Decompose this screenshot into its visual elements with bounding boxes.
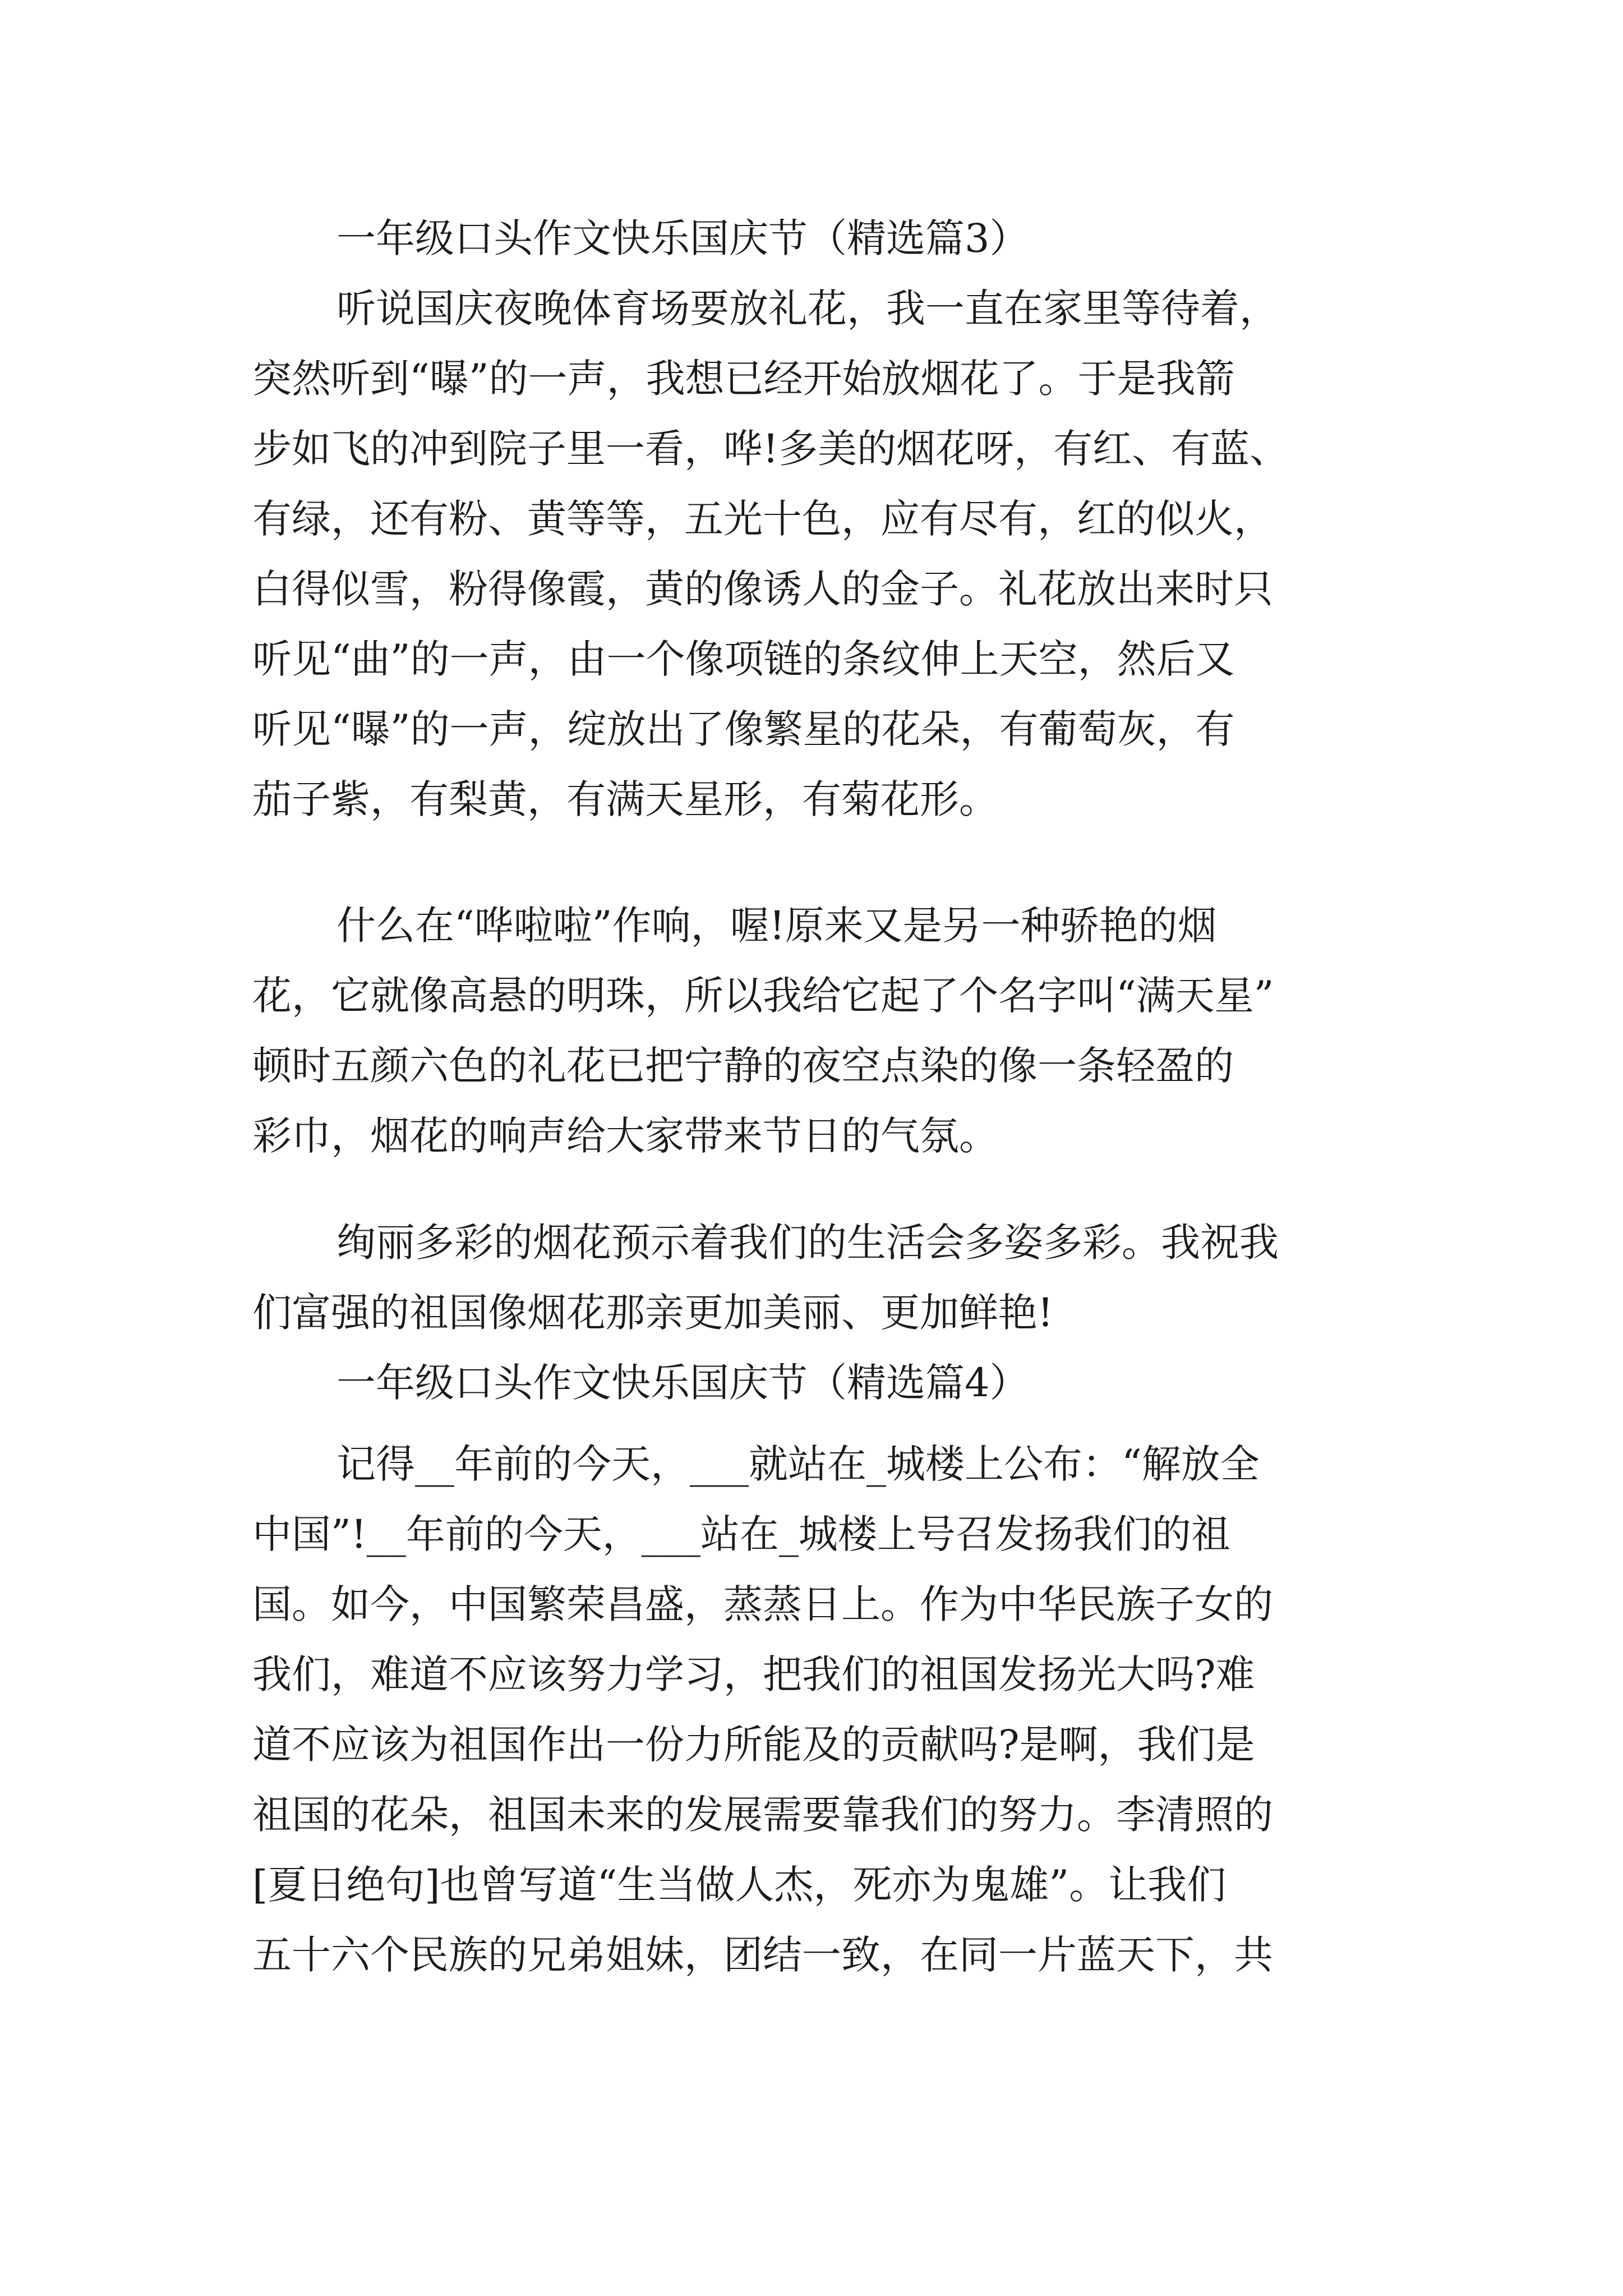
paragraph-line: 有绿，还有粉、黄等等，五光十色，应有尽有，红的似火，	[252, 496, 1273, 542]
paragraph-line: 听说国庆夜晚体育场要放礼花，我一直在家里等待着，	[336, 286, 1279, 332]
paragraph-line: 步如飞的冲到院子里一看，哗!多美的烟花呀，有红、有蓝、	[252, 426, 1289, 472]
paragraph-line: 道不应该为祖国作出一份力所能及的贡献吗?是啊，我们是	[252, 1722, 1255, 1768]
paragraph-line: 听见“曲”的一声，由一个像项链的条纹伸上天空，然后又	[252, 636, 1235, 682]
paragraph-line: 顿时五颜六色的礼花已把宁静的夜空点染的像一条轻盈的	[252, 1043, 1234, 1089]
paragraph-line: 绚丽多彩的烟花预示着我们的生活会多姿多彩。我祝我	[336, 1220, 1279, 1266]
paragraph-line: 记得__年前的今天，___就站在_城楼上公布：“解放全	[336, 1441, 1260, 1487]
paragraph-line: 茄子紫，有梨黄，有满天星形，有菊花形。	[252, 776, 998, 822]
paragraph-line: 花，它就像高悬的明珠，所以我给它起了个名字叫“满天星”	[252, 973, 1274, 1019]
section-heading-3: 一年级口头作文快乐国庆节（精选篇3）	[336, 215, 1029, 261]
section-heading-4: 一年级口头作文快乐国庆节（精选篇4）	[336, 1360, 1029, 1406]
paragraph-line: 彩巾，烟花的响声给大家带来节日的气氛。	[252, 1113, 998, 1159]
paragraph-line: 祖国的花朵，祖国未来的发展需要靠我们的努力。李清照的	[252, 1792, 1273, 1838]
paragraph-line: 我们，难道不应该努力学习，把我们的祖国发扬光大吗?难	[252, 1651, 1255, 1697]
paragraph-line: 什么在“哗啦啦”作响，喔!原来又是另一种骄艳的烟	[336, 903, 1217, 949]
paragraph-line: 们富强的祖国像烟花那亲更加美丽、更加鲜艳!	[252, 1290, 1054, 1336]
paragraph-line: [夏日绝句]也曾写道“生当做人杰，死亦为鬼雄”。让我们	[252, 1862, 1227, 1908]
paragraph-line: 五十六个民族的兄弟姐妹，团结一致，在同一片蓝天下，共	[252, 1932, 1273, 1978]
paragraph-line: 中国”!__年前的今天，___站在_城楼上号召发扬我们的祖	[252, 1511, 1230, 1557]
paragraph-line: 国。如今，中国繁荣昌盛，蒸蒸日上。作为中华民族子女的	[252, 1581, 1273, 1627]
paragraph-line: 听见“曝”的一声，绽放出了像繁星的花朵，有葡萄灰，有	[252, 706, 1235, 752]
paragraph-line: 突然听到“曝”的一声，我想已经开始放烟花了。于是我箭	[252, 356, 1235, 402]
paragraph-line: 白得似雪，粉得像霞，黄的像诱人的金子。礼花放出来时只	[252, 566, 1273, 612]
